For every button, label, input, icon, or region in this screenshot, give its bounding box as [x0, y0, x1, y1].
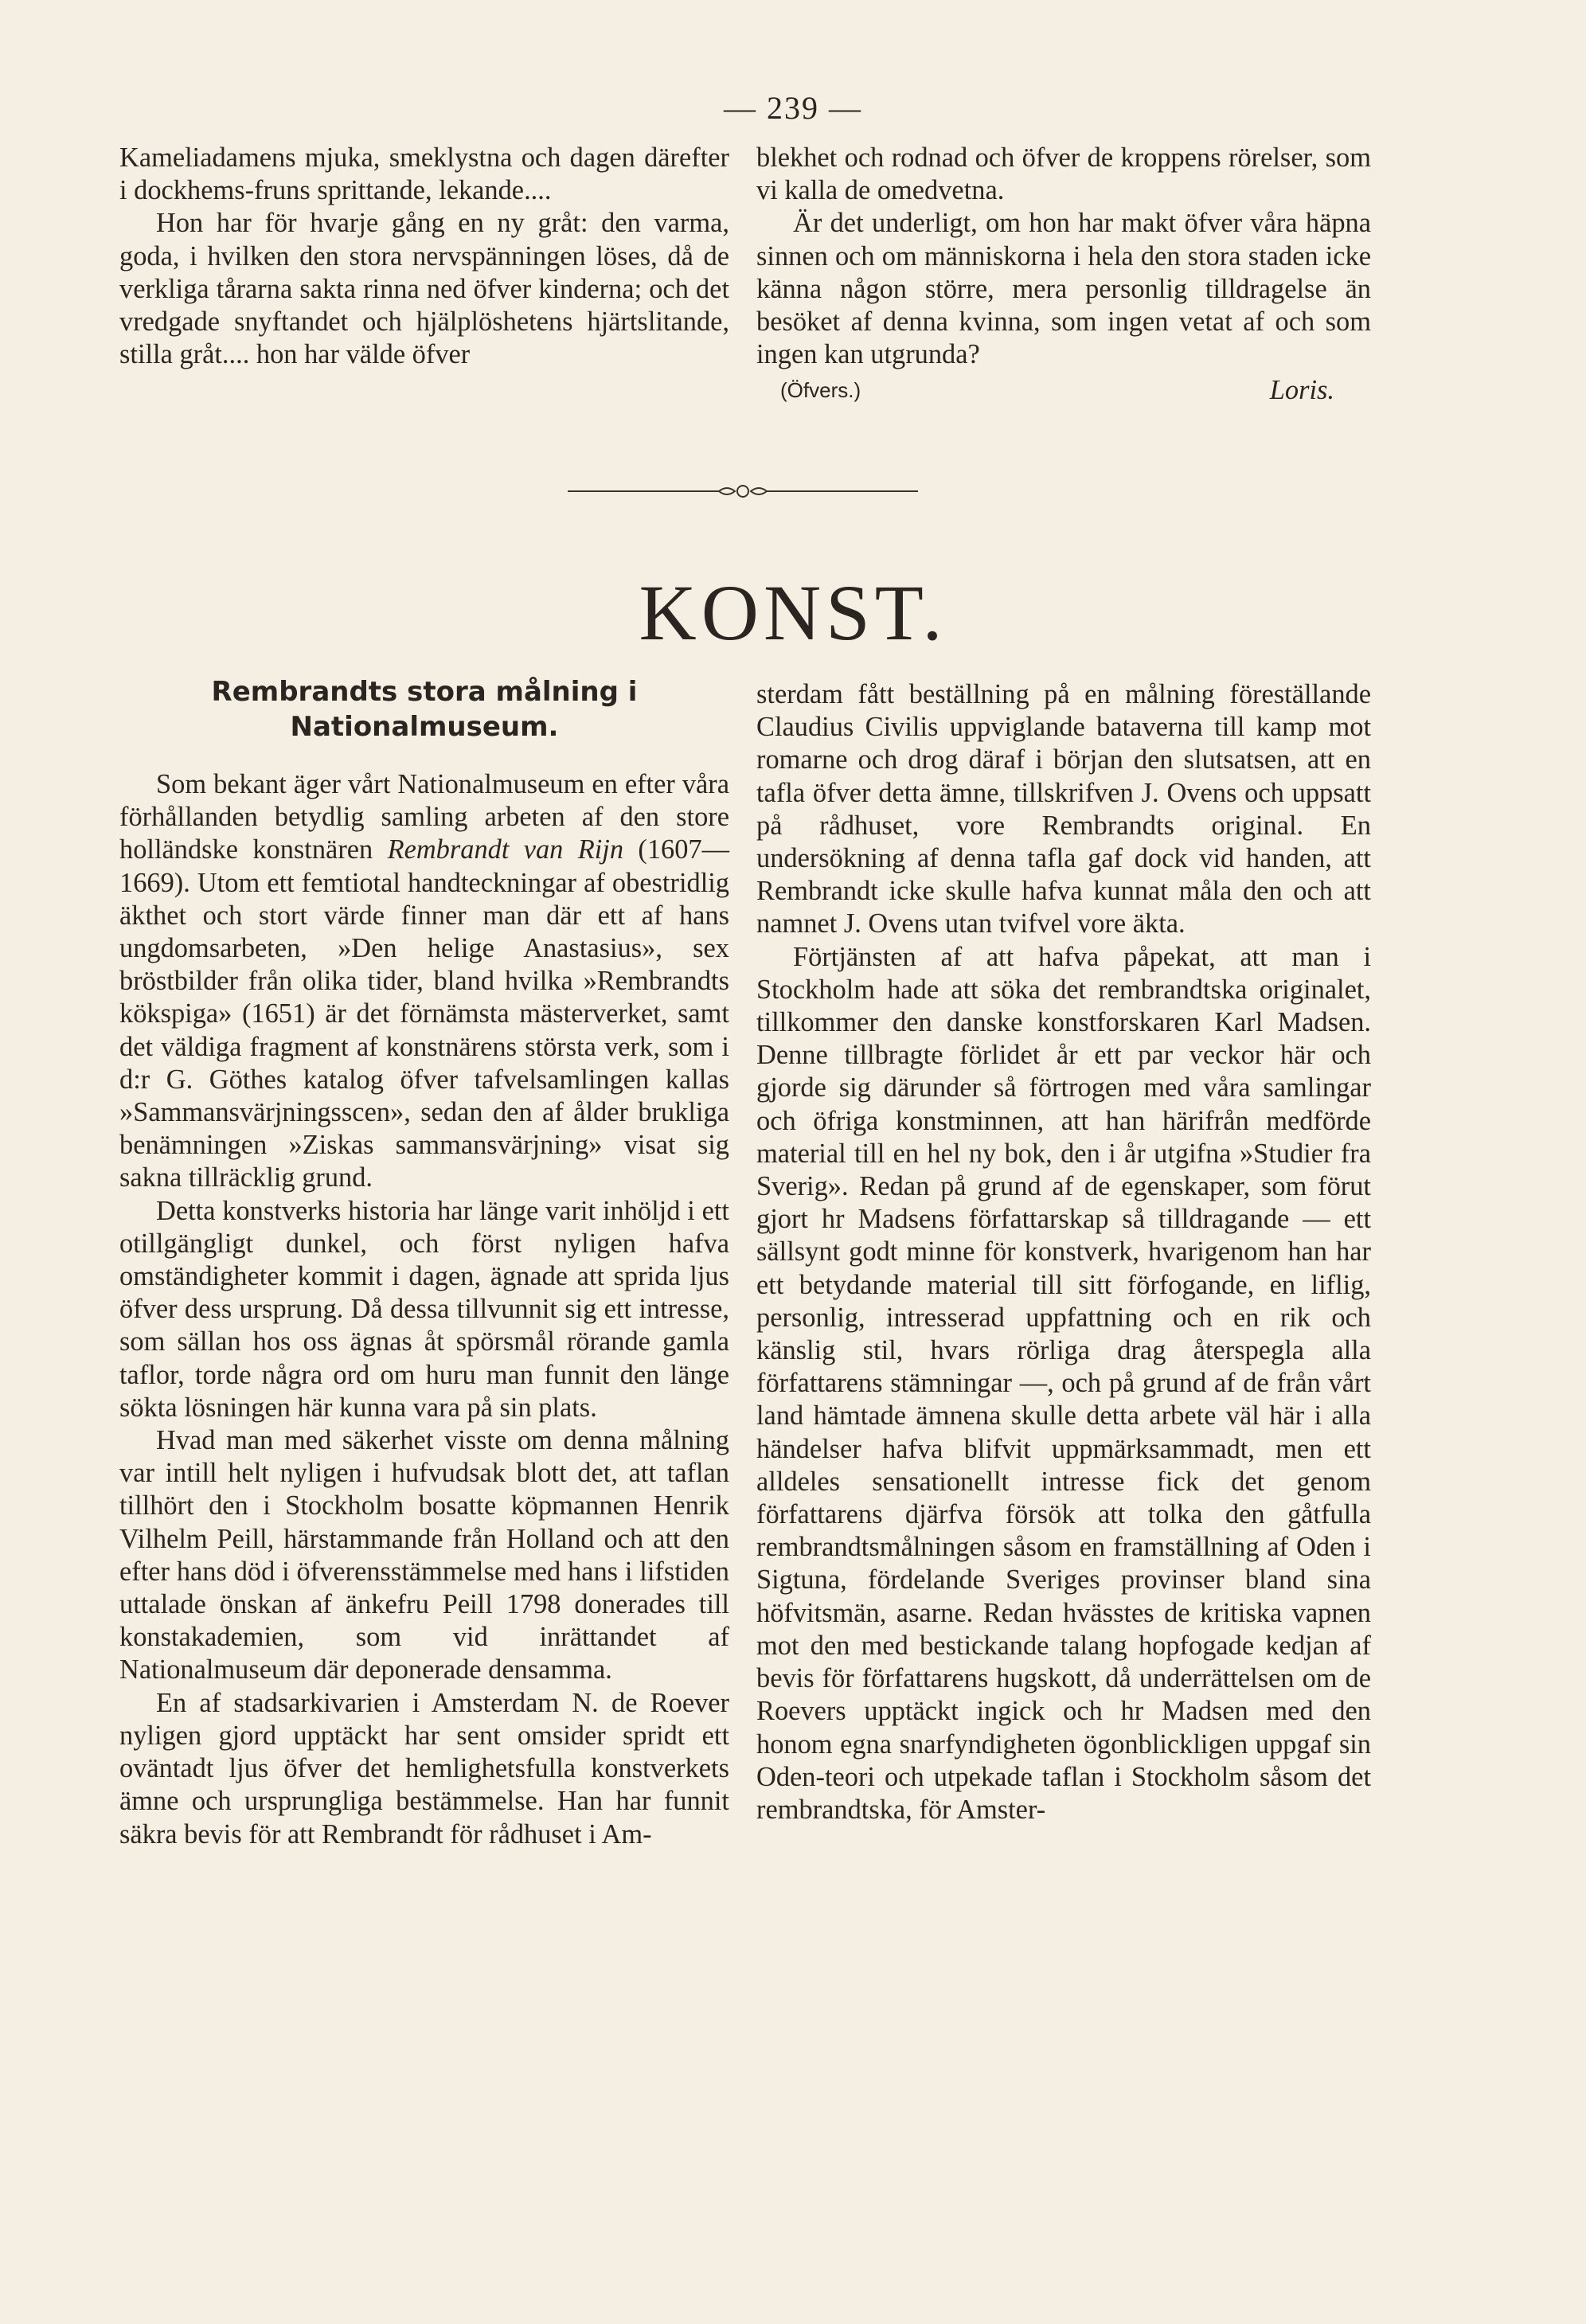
paragraph: Hon har för hvarje gång en ny gråt: den varma, goda, i hvilken den stora nervspänningen löses, då de verkliga tårarna sakta rinna ned öfver kinderna; och det vredgade snyftandet och hjälplöshetens hjärtslitande, stilla gråt.... hon har välde öfver — [119, 208, 729, 370]
page-number: — 239 — — [724, 90, 862, 126]
paragraph: sterdam fått beställning på en målning föreställande Claudius Civilis uppviglande bataverna till kamp mot romarne och drog däraf i början den slutsatsen, att en tafla öfver detta ämne, tillskrifven J. Ovens och uppsatt på rådhuset, vore Rembrandts original. En undersökning af denna tafla gaf dock vid handen, att Rembrandt icke skulle hafva kunnat måla den och att namnet J. Ovens utan tvifvel vore äkta. — [756, 679, 1371, 939]
paragraph: Hvad man med säkerhet visste om denna målning var intill helt nyligen i hufvudsak blott det, att taflan tillhört den i Stockholm bosatte köpmannen Henrik Vilhelm Peill, härstammande från Holland och att den efter hans död i öfverensstämmelse med hans i lifstiden uttalade önskan af änkefru Peill 1798 donerades till konstakademien, som vid inrättandet af Nationalmuseum där deponerade densamma. — [119, 1425, 729, 1685]
paragraph: Som bekant äger vårt Nationalmuseum en efter våra förhållanden betydlig samling arbeten af den store holländske konstnären Rembrandt van Rijn (1607—1669). Utom ett femtiotal handteckningar af obestridlig äkthet och stort värde finner man där ett af hans ungdomsarbeten, »Den helige Anastasius», sex bröstbilder från olika tider, bland hvilka »Rembrandts kökspiga» (1651) är det förnämsta mästerverket, samt det väldiga fragment af konstnärens största verk, som i d:r G. Göthes katalog öfver tafvelsamlingen kallas »Sammansvärjningsscen», sedan den af ålder brukliga benämningen »Ziskas sammansvärjning» visat sig sakna tillräcklig grund. — [119, 769, 729, 1193]
paragraph: blekhet och rodnad och öfver de kroppens rörelser, som vi kalla de omedvetna. — [756, 143, 1371, 206]
signature-line — [756, 374, 1371, 407]
article-right-column — [756, 678, 1371, 1826]
top-left-column — [119, 142, 729, 371]
paragraph: Förtjänsten af att hafva påpekat, att man i Stockholm hade att söka det rembrandtska originalet, tillkommer den danske konstforskaren Karl Madsen. Denne tillbragte förlidet år ett par veckor här och gjorde sig därunder så förtrogen med våra samlingar och öfriga konstminnen, att han härifrån medförde material till en hel ny bok, den i år utgifna »Studier fra Sverig». Redan på grund af de egenskaper, som förut gjort hr Madsens författarskap så tilldragande — ett sällsynt godt minne för konstverk, hvarigenom han har ett betydande material till sitt förfogande, en liflig, personlig, intresserad uppfattning och en rik och känslig stil, hvars rörliga drag återspegla alla författarens stämningar —, och på grund af de från vårt land hämtade ämnena skulle detta arbete väl här i alla händelser hafva blifvit uppmärksammadt, men ett alldeles sensationellt intresse fick det genom författarens djärfva försök att tolka den gåtfulla rembrandtsmålningen såsom en framställning af Oden i Sigtuna, fördelande Sveriges provinser bland sina höfvitsmän, asarne. Redan hvässtes de kritiska vapnen mot den med bestickande talang hopfogade kedjan af bevis för författarens hugskott, då underrättelsen om de Roevers upptäckt ingick och hr Madsen med den honom egna snarfyndigheten ögonblickligen uppgaf sin Oden-teori och utpekade taflan i Stockholm såsom det rembrandtska, för Amster- — [756, 941, 1371, 1825]
section-divider-ornament — [568, 479, 918, 503]
author-signature: Loris. — [1269, 375, 1334, 406]
article-heading: Rembrandts stora målning i Nationalmuseum. — [211, 676, 638, 743]
article-left-column — [119, 768, 729, 1851]
section-title: KONST. — [639, 568, 947, 657]
translation-note: (Öfvers.) — [780, 378, 861, 403]
paragraph: En af stadsarkivarien i Amsterdam N. de Roever nyligen gjord upptäckt har sent omsider spridt ett oväntadt ljus öfver det hemlighetsfulla konstverkets ämne och ursprungliga bestämmelse. Han har funnit säkra bevis för att Rembrandt för rådhuset i Am- — [119, 1687, 729, 1849]
paragraph: Detta konstverks historia har länge varit inhöljd i ett otillgängligt dunkel, och först nyligen hafva omständigheter kommit i dagen, ägnade att sprida ljus öfver dess ursprung. Då dessa tillvunnit sig ett intresse, som sällan hos oss ägnas åt spörsmål rörande gamla taflor, torde några ord om huru man funnit den länge sökta lösningen här kunna vara på sin plats. — [119, 1195, 729, 1423]
paragraph: Är det underligt, om hon har makt öfver våra häpna sinnen och om människorna i hela den stora staden icke känna någon större, mera personlig tilldragelse än besöket af denna kvinna, som ingen vetat af och som ingen kan utgrunda? — [756, 208, 1371, 370]
top-right-column — [756, 142, 1371, 408]
artist-name: Rembrandt van Rijn — [387, 834, 624, 865]
paragraph: Kameliadamens mjuka, smeklystna och dagen därefter i dockhems-fruns sprittande, lekande.... — [119, 143, 729, 206]
